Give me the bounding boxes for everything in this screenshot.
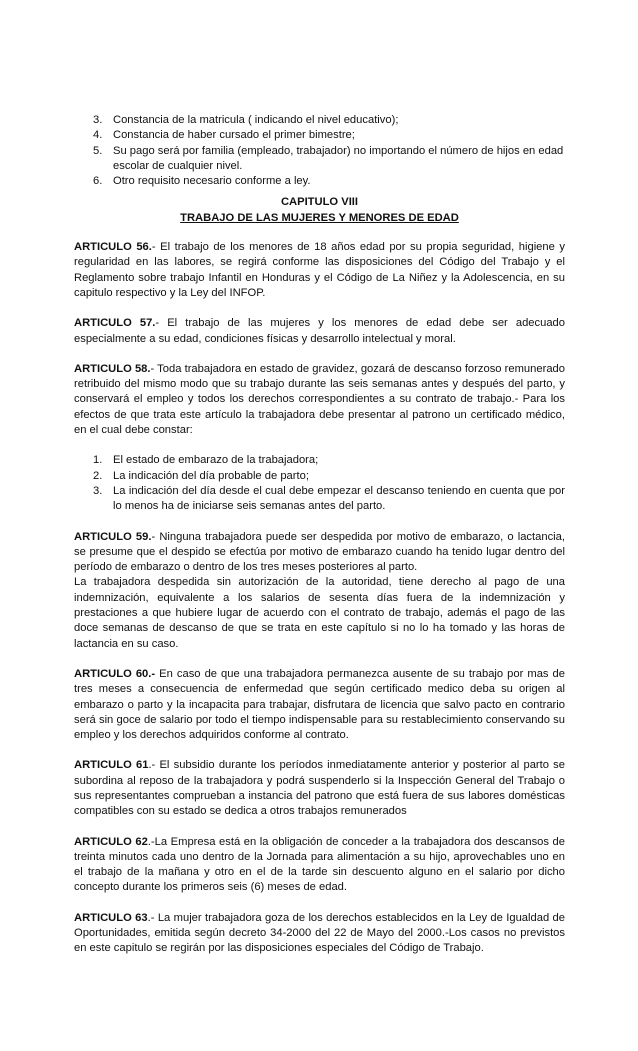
chapter-heading (74, 195, 565, 226)
chapter-subtitle: TRABAJO DE LAS MUJERES Y MENORES DE EDAD (180, 211, 459, 224)
article-label: ARTICULO 57. (74, 317, 156, 330)
article-63 (74, 911, 565, 957)
article-61 (74, 758, 565, 819)
list-item: 6. Otro requisito necesario conforme a ley. (93, 175, 311, 188)
article-label: ARTICULO 58. (74, 362, 151, 375)
list-item: 5. Su pago será por familia (empleado, trabajador) no importando el número de hijos en edad escolar de cualquier nivel. (93, 144, 564, 172)
article-label: ARTICULO 63 (74, 911, 148, 924)
article-58 (74, 362, 565, 515)
article-label: ARTICULO 60.- (74, 667, 156, 680)
requirements-list (74, 113, 565, 189)
list-item: 3. Constancia de la matricula ( indicando el nivel educativo); (93, 114, 399, 126)
article-56 (74, 240, 565, 301)
article-text: En caso de que una trabajadora permanezca ausente de su trabajo por mas de tres meses a consecuencia de enfermedad que según certificado medico deba su origen al embarazo o parto y la incapacita para trabajar, disfrutara de licencia que salvo pacto en contrario será sin goce de salario por todo el tiempo indispensable para su restablecimiento conservando su empleo y los derechos adquiridos conforme al contrato. (74, 667, 566, 742)
article-57 (74, 316, 565, 347)
article-60 (74, 667, 565, 743)
list-item: 2. La indicación del día probable de parto; (93, 469, 309, 482)
article-text: - Ninguna trabajadora puede ser despedida por motivo de embarazo, o lactancia, se presume que el despido se efectúa por motivo de embarazo cuando ha tenido lugar dentro del período de embarazo o dentro de los tres meses posteriores al parto. (74, 530, 565, 574)
list-item: 4. Constancia de haber cursado el primer bimestre; (93, 129, 355, 142)
article-62 (74, 835, 565, 896)
article-label: ARTICULO 59. (74, 530, 152, 543)
list-item: 1. El estado de embarazo de la trabajadora; (93, 454, 319, 467)
article-text: - El trabajo de los menores de 18 años edad por su propia seguridad, higiene y regularidad en las labores, se regirá conforme las disposiciones del Código del Trabajo y el Reglamento sobre trabajo Infantil en Honduras y el Código de La Niñez y la Adolescencia, en su capitulo respectivo y la Ley del INFOP. (74, 241, 565, 299)
certificate-list (74, 453, 565, 514)
article-label: ARTICULO 56. (74, 241, 152, 254)
article-text: .- El subsidio durante los períodos inmediatamente anterior y posterior al parto se subordina al reposo de la trabajadora y podrá suspenderlo si la Inspección General del Trabajo o sus representantes comprueban a instancia del patrono que está fuera de sus labores domésticas compatibles con su estado se dedica a otros trabajos remunerados (74, 759, 565, 818)
article-text-2: La trabajadora despedida sin autorización de la autoridad, tiene derecho al pago de una indemnización, equivalente a los salarios de sesenta días fuera de la indemnización y prestaciones a que hubiere lugar de acuerdo con el contrato de trabajo, además el pago de las doce semanas de descanso de que se trata en este capítulo si no lo ha tomado y las horas de lactancia en su caso. (74, 576, 565, 650)
article-text: - El trabajo de las mujeres y los menores de edad debe ser adecuado especialmente a su edad, condiciones físicas y desarrollo intelectual y moral. (74, 317, 565, 345)
list-item: 3. La indicación del día desde el cual debe empezar el descanso teniendo en cuenta que por lo menos ha de iniciarse seis semanas antes del parto. (93, 484, 565, 513)
article-text: .-La Empresa está en la obligación de conceder a la trabajadora dos descansos de treinta minutos cada uno dentro de la Jornada para alimentación a su hijo, aprovechables uno en el trabajo de la mañana y otro en el de la tarde sin descuento alguno en el salario por dicho concepto durante los primeros seis (6) meses de edad. (74, 835, 565, 894)
article-label: ARTICULO 62 (74, 835, 148, 848)
article-text: .- La mujer trabajadora goza de los derechos establecidos en la Ley de Igualdad de Oportunidades, emitida según decreto 34-2000 del 22 de Mayo del 2000.-Los casos no previstos en este capitulo se regirán por las disposiciones especiales del Código de Trabajo. (74, 911, 565, 955)
article-59 (74, 530, 565, 652)
article-label: ARTICULO 61 (74, 759, 149, 772)
article-text: - Toda trabajadora en estado de gravidez, gozará de descanso forzoso remunerado retribuido del mismo modo que su trabajo durante las seis semanas antes y después del parto, y conservará el empleo y todos los derechos correspondientes a su contrato de trabajo.- Para los efectos de que trata este artículo la trabajadora debe presentar al patrono un certificado médico, en el cual debe constar: (74, 362, 565, 437)
chapter-title: CAPITULO VIII (280, 196, 359, 209)
